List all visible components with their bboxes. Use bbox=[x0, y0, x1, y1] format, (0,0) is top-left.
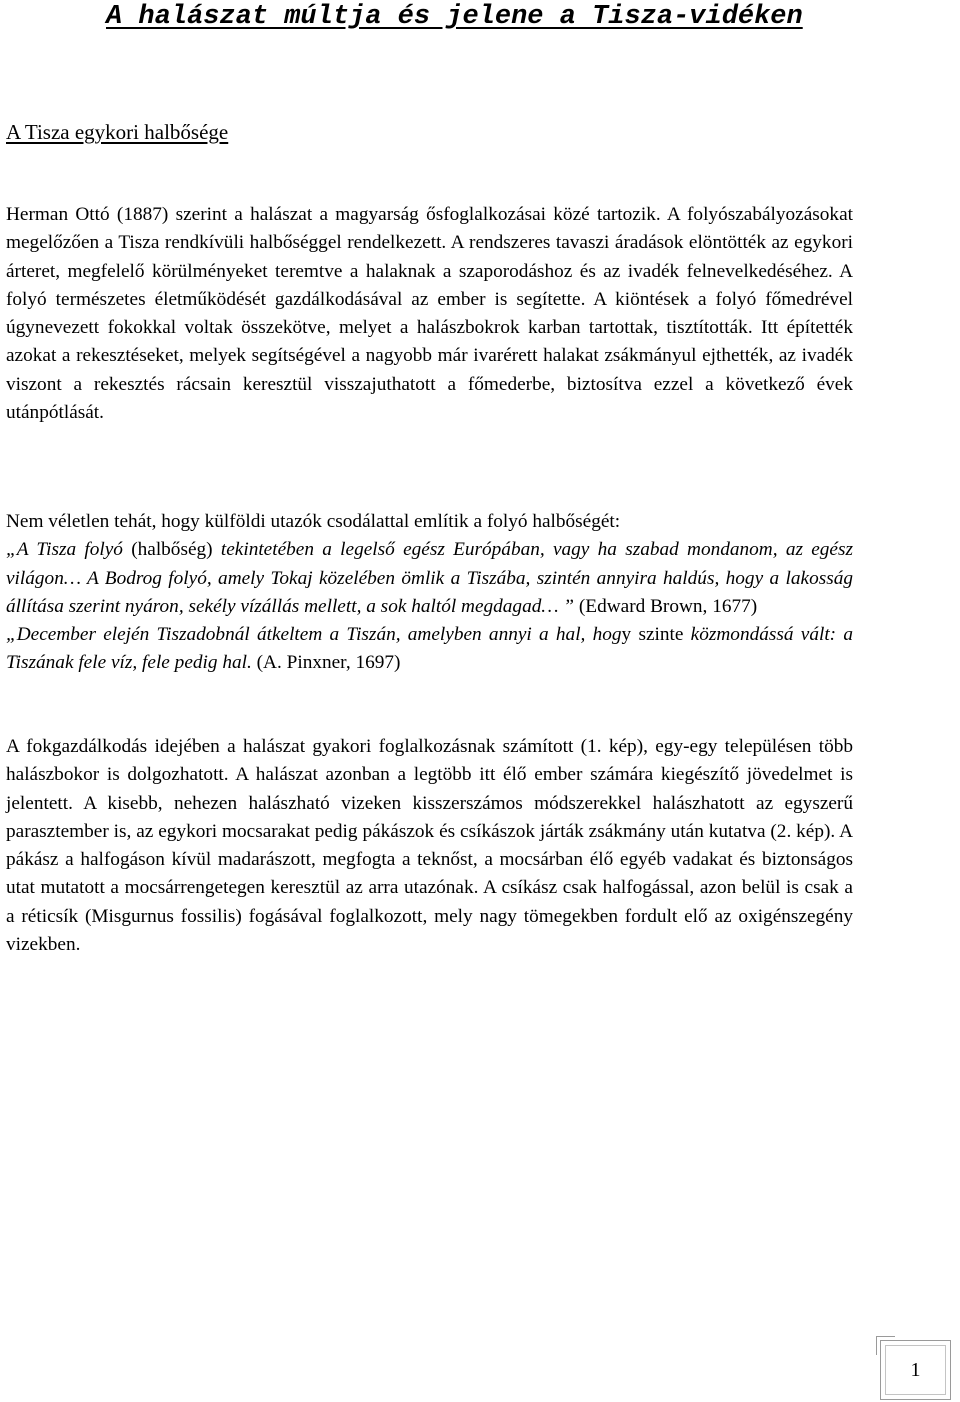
paragraph-history: Herman Ottó (1887) szerint a halászat a magyarság ősfoglalkozásai közé tartozik. A folyószabályozásokat megelőzően a Tisza rendkívüli halbőséggel rendelkezett. A rendszeres tavaszi áradások elöntötték az egykori árteret, megfelelő körülményeket teremtve a halaknak a szaporodáshoz és az ivadék felnevelkedéséhez. A folyó természetes életműködését gazdálkodásával az ember is segítette. A kiöntések a folyó főmedrével úgynevezett fokokkal voltak összekötve, melyet a halászbokrok karban tartottak, tisztították. Itt építették azokat a rekesztéseket, melyek segítségével a nagyobb már ivarérett halakat zsákmányul ejthették, az ivadék viszont a rekesztés rácsain keresztül visszajuthatott a főmederbe, biztosítva ezzel a következő évek utánpótlását. bbox=[6, 204, 853, 424]
quotes-intro: Nem véletlen tehát, hogy külföldi utazók csodálattal említik a folyó halbőségét: bbox=[6, 511, 621, 532]
quote-brown-citation: (Edward Brown, 1677) bbox=[574, 595, 758, 617]
paragraph-quotes bbox=[6, 508, 853, 678]
section-heading: A Tisza egykori halbősége bbox=[6, 120, 229, 144]
page-number: 1 bbox=[910, 1358, 921, 1381]
quote-pinxner-part2: közmondássá vált: a Tiszának fele víz, fele pedig hal. bbox=[6, 624, 853, 674]
page-title: A halászat múltja és jelene a Tisza-vidéken bbox=[106, 2, 803, 32]
quote-brown-part2: tekintetében a legelső egész Európában, vagy ha szabad mondanom, az egész világon… A Bodrog folyó, amely Tokaj közelében ömlik a Tiszába, szintén annyira haldús, hogy a lakosság állítása szerint nyáron, sekély vízállás mellett, a sok haltól megdagad… ” bbox=[6, 539, 853, 617]
quote-brown-part1: „A Tisza folyó bbox=[6, 539, 123, 561]
quote-pinxner-plain: y szinte bbox=[621, 624, 691, 646]
page-number-box bbox=[880, 1340, 951, 1400]
quote-pinxner-part1: „December elején Tiszadobnál átkeltem a Tiszán, amelyben annyi a hal, hog bbox=[6, 624, 622, 646]
quote-brown-aside: (halbőség) bbox=[122, 539, 221, 561]
quote-pinxner-citation: (A. Pinxner, 1697) bbox=[251, 652, 401, 674]
paragraph-fishing-economy: A fokgazdálkodás idejében a halászat gyakori foglalkozásnak számított (1. kép), egy-egy településen több halászbokor is dolgozhatott. A halászat azonban a legtöbb itt élő ember számára kiegészítő jövedelmet is jelentett. A kisebb, nehezen halászható vizeken kisszerszámos módszerekkel halászhatott az egyszerű parasztember is, az egykori mocsarakat pedig pákászok és csíkászok járták zsákmány után kutatva (2. kép). A pákász a halfogáson kívül madarászott, megfogta a teknőst, a mocsárban élő egyéb vadakat és biztonságos utat mutatott a mocsárrengetegen keresztül az arra utazónak. A csíkász csak halfogással, azon belül is csak a a réticsík (Misgurnus fossilis) fogásával foglalkozott, mely nagy tömegekben fordult elő az oxigénszegény vizekben. bbox=[6, 736, 853, 956]
